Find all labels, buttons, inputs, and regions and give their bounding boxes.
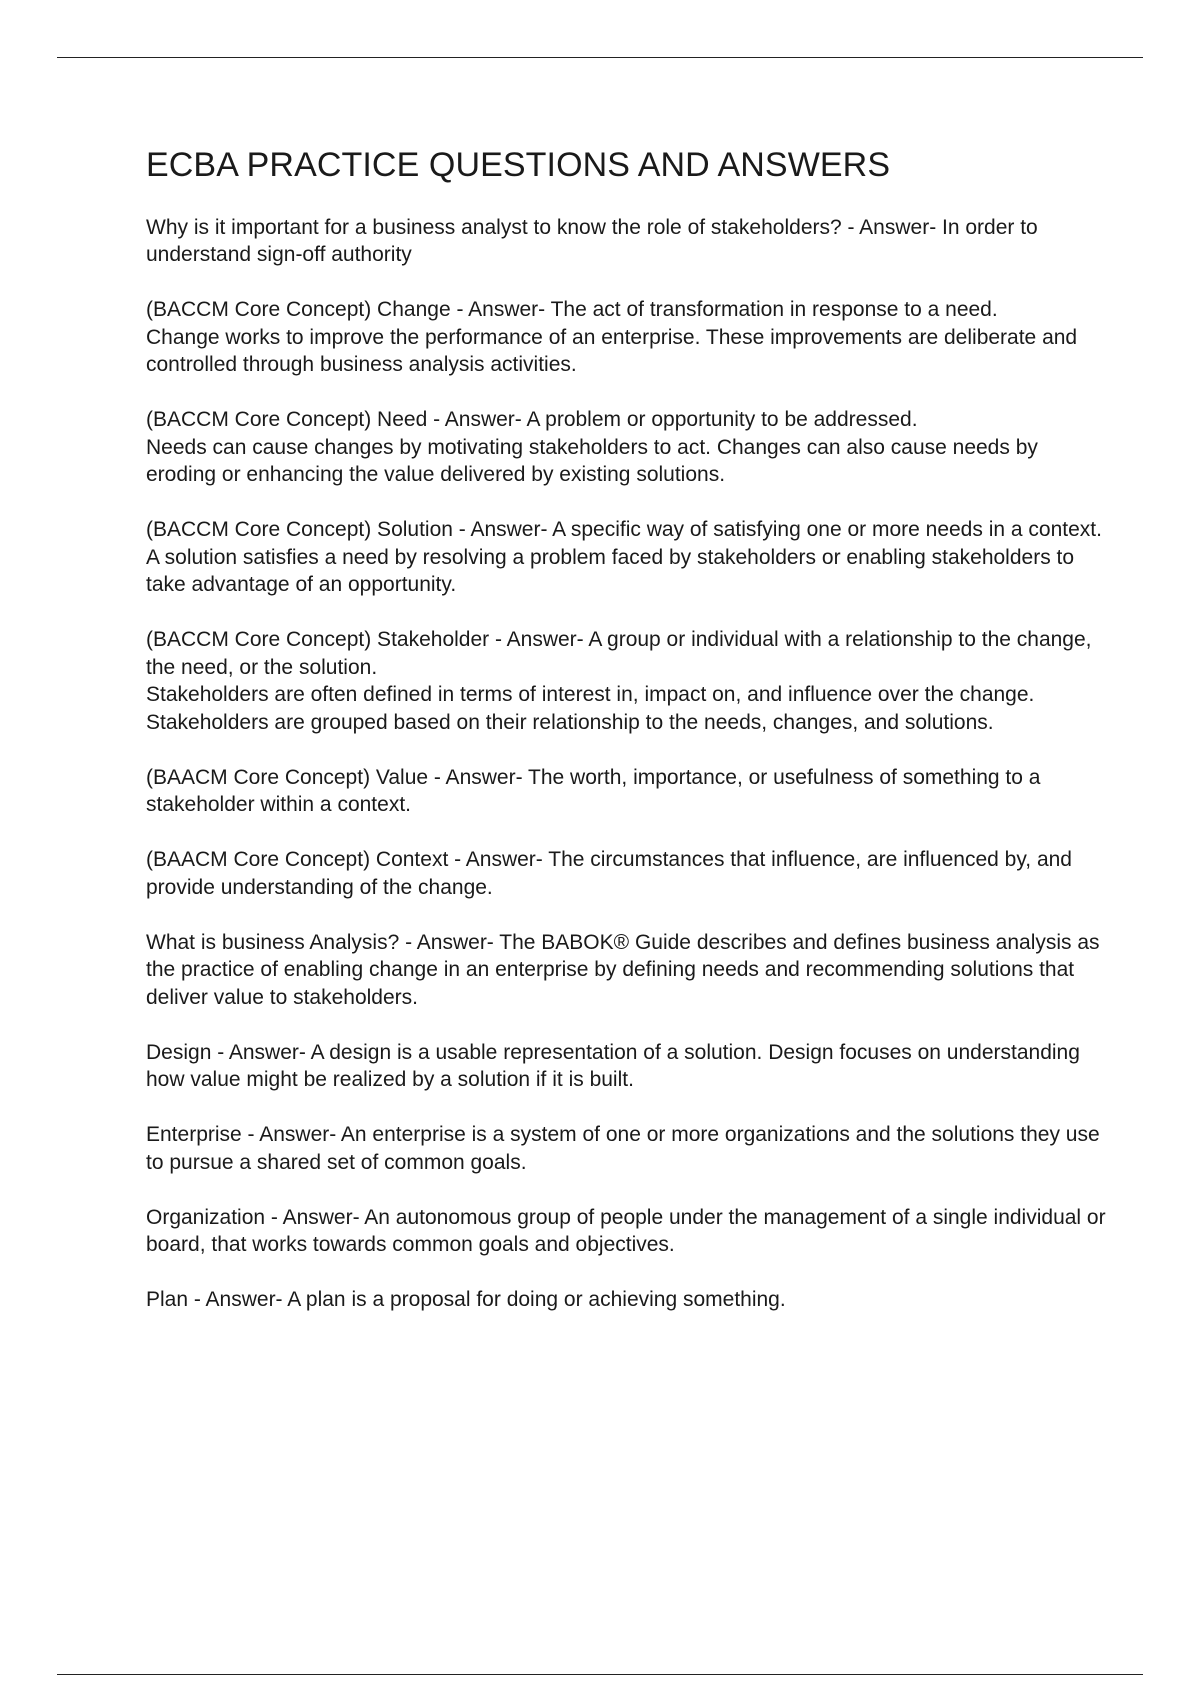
qa-text: A solution satisfies a need by resolving a problem faced by stakeholders or enabling stakeholders to take advantage of an opportunity. xyxy=(146,545,1075,597)
qa-entry xyxy=(146,516,1106,599)
qa-text: (BACCM Core Concept) Change - Answer- The act of transformation in response to a need. xyxy=(146,298,998,322)
qa-entry xyxy=(146,296,1106,379)
qa-text: (BACCM Core Concept) Solution - Answer- A specific way of satisfying one or more needs in a context. xyxy=(146,518,1102,542)
header-rule xyxy=(57,57,1143,58)
qa-text: Why is it important for a business analyst to know the role of stakeholders? - Answer- In order to understand sign-off authority xyxy=(146,215,1038,267)
qa-text: Stakeholders are often defined in terms of interest in, impact on, and influence over the change. Stakeholders are grouped based on their relationship to the needs, changes, and solutions. xyxy=(146,683,1035,734)
qa-entry xyxy=(146,1204,1106,1259)
qa-text: Organization - Answer- An autonomous group of people under the management of a single individual or board, that works towards common goals and objectives. xyxy=(146,1205,1106,1257)
qa-text: Plan - Answer- A plan is a proposal for doing or achieving something. xyxy=(146,1288,786,1312)
document-body xyxy=(146,145,1106,1341)
qa-text: (BAACM Core Concept) Context - Answer- The circumstances that influence, are influenced by, and provide understanding of the change. xyxy=(146,848,1072,899)
qa-text: What is business Analysis? - Answer- The BABOK® Guide describes and defines business analysis as the practice of enabling change in an enterprise by defining needs and recommending solutions that deliver value to stakeholders. xyxy=(146,930,1100,1009)
qa-text: (BACCM Core Concept) Stakeholder - Answer- A group or individual with a relationship to the change, the need, or the solution. xyxy=(146,628,1092,679)
footer-rule xyxy=(57,1674,1143,1675)
qa-text: Needs can cause changes by motivating stakeholders to act. Changes can also cause needs by eroding or enhancing the value delivered by existing solutions. xyxy=(146,435,1038,487)
qa-text: (BAACM Core Concept) Value - Answer- The worth, importance, or usefulness of something to a stakeholder within a context. xyxy=(146,765,1041,817)
qa-entry xyxy=(146,929,1106,1012)
qa-entry xyxy=(146,1121,1106,1176)
qa-text: Enterprise - Answer- An enterprise is a system of one or more organizations and the solutions they use to pursue a shared set of common goals. xyxy=(146,1123,1100,1174)
qa-entry xyxy=(146,406,1106,489)
qa-entry xyxy=(146,764,1106,819)
qa-text: Design - Answer- A design is a usable representation of a solution. Design focuses on understanding how value might be realized by a solution if it is built. xyxy=(146,1040,1080,1092)
document-title: ECBA PRACTICE QUESTIONS AND ANSWERS xyxy=(146,146,891,184)
qa-text: Change works to improve the performance of an enterprise. These improvements are deliberate and controlled through business analysis activities. xyxy=(146,325,1078,377)
qa-entry xyxy=(146,214,1106,269)
qa-entry xyxy=(146,846,1106,901)
qa-entry xyxy=(146,1039,1106,1094)
qa-text: (BACCM Core Concept) Need - Answer- A problem or opportunity to be addressed. xyxy=(146,408,918,432)
qa-entry xyxy=(146,626,1106,736)
qa-entry xyxy=(146,1286,1106,1314)
